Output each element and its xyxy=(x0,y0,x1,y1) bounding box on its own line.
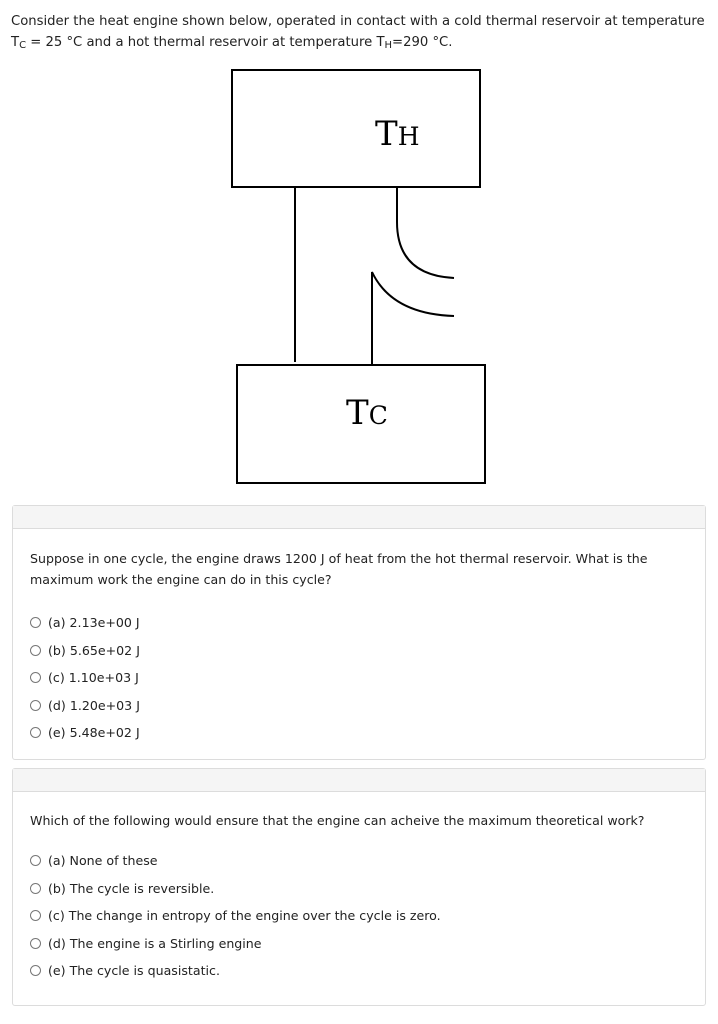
question-1-option-b[interactable] xyxy=(30,637,688,665)
option-label: (e) 5.48e+02 J xyxy=(48,725,140,741)
cold-label-sub: C xyxy=(368,401,388,430)
option-label: (c) 1.10e+03 J xyxy=(48,670,139,686)
option-label: (e) The cycle is quasistatic. xyxy=(48,963,220,979)
option-label: (d) 1.20e+03 J xyxy=(48,697,140,713)
engine-upper-curve xyxy=(397,188,454,278)
hot-label-sub: H xyxy=(397,122,420,151)
radio-icon[interactable] xyxy=(30,645,41,656)
question-2-option-a[interactable] xyxy=(30,847,688,875)
engine-lower-curve xyxy=(372,272,454,364)
option-label: (c) The change in entropy of the engine over the cycle is zero. xyxy=(48,908,441,924)
question-1-options xyxy=(30,609,688,747)
cold-reservoir-label xyxy=(346,393,388,433)
radio-icon[interactable] xyxy=(30,672,41,683)
intro-text-3: =290 °C. xyxy=(392,35,453,50)
radio-icon[interactable] xyxy=(30,965,41,976)
hot-reservoir-label xyxy=(375,114,420,154)
question-2-option-e[interactable] xyxy=(30,957,688,985)
option-label: (b) 5.65e+02 J xyxy=(48,642,140,658)
cold-label-t: T xyxy=(346,393,369,433)
option-label: (b) The cycle is reversible. xyxy=(48,880,215,896)
question-1-option-d[interactable] xyxy=(30,692,688,720)
intro-th-subscript: H xyxy=(384,40,393,51)
intro-text-1: Consider the heat engine shown below, operated in contact with a cold thermal reservoir at temperature T xyxy=(11,14,705,50)
option-label: (d) The engine is a Stirling engine xyxy=(48,935,262,951)
radio-icon[interactable] xyxy=(30,938,41,949)
intro-tc-subscript: C xyxy=(19,40,27,51)
question-2-option-b[interactable] xyxy=(30,875,688,903)
hot-reservoir-box xyxy=(232,70,480,187)
question-2-options xyxy=(30,847,688,985)
heat-engine-diagram xyxy=(0,0,718,500)
question-2-panel xyxy=(12,768,706,1006)
question-1-header xyxy=(13,506,705,529)
hot-label-t: T xyxy=(375,114,398,154)
radio-icon[interactable] xyxy=(30,910,41,921)
question-1-option-c[interactable] xyxy=(30,664,688,692)
radio-icon[interactable] xyxy=(30,700,41,711)
question-2-text: Which of the following would ensure that the engine can acheive the maximum theoretical work? xyxy=(30,813,645,828)
option-label: (a) 2.13e+00 J xyxy=(48,615,140,631)
question-1-option-e[interactable] xyxy=(30,719,688,747)
radio-icon[interactable] xyxy=(30,727,41,738)
question-2-option-c[interactable] xyxy=(30,902,688,930)
radio-icon[interactable] xyxy=(30,855,41,866)
question-1-option-a[interactable] xyxy=(30,609,688,637)
radio-icon[interactable] xyxy=(30,617,41,628)
intro-text-2: = 25 °C and a hot thermal reservoir at temperature T xyxy=(26,35,385,50)
question-1-text: Suppose in one cycle, the engine draws 1200 J of heat from the hot thermal reservoir. What is the maximum work the engine can do in this cycle? xyxy=(30,551,648,587)
option-label: (a) None of these xyxy=(48,853,158,869)
question-2-option-d[interactable] xyxy=(30,930,688,958)
question-2-header xyxy=(13,769,705,792)
radio-icon[interactable] xyxy=(30,883,41,894)
question-1-panel xyxy=(12,505,706,760)
